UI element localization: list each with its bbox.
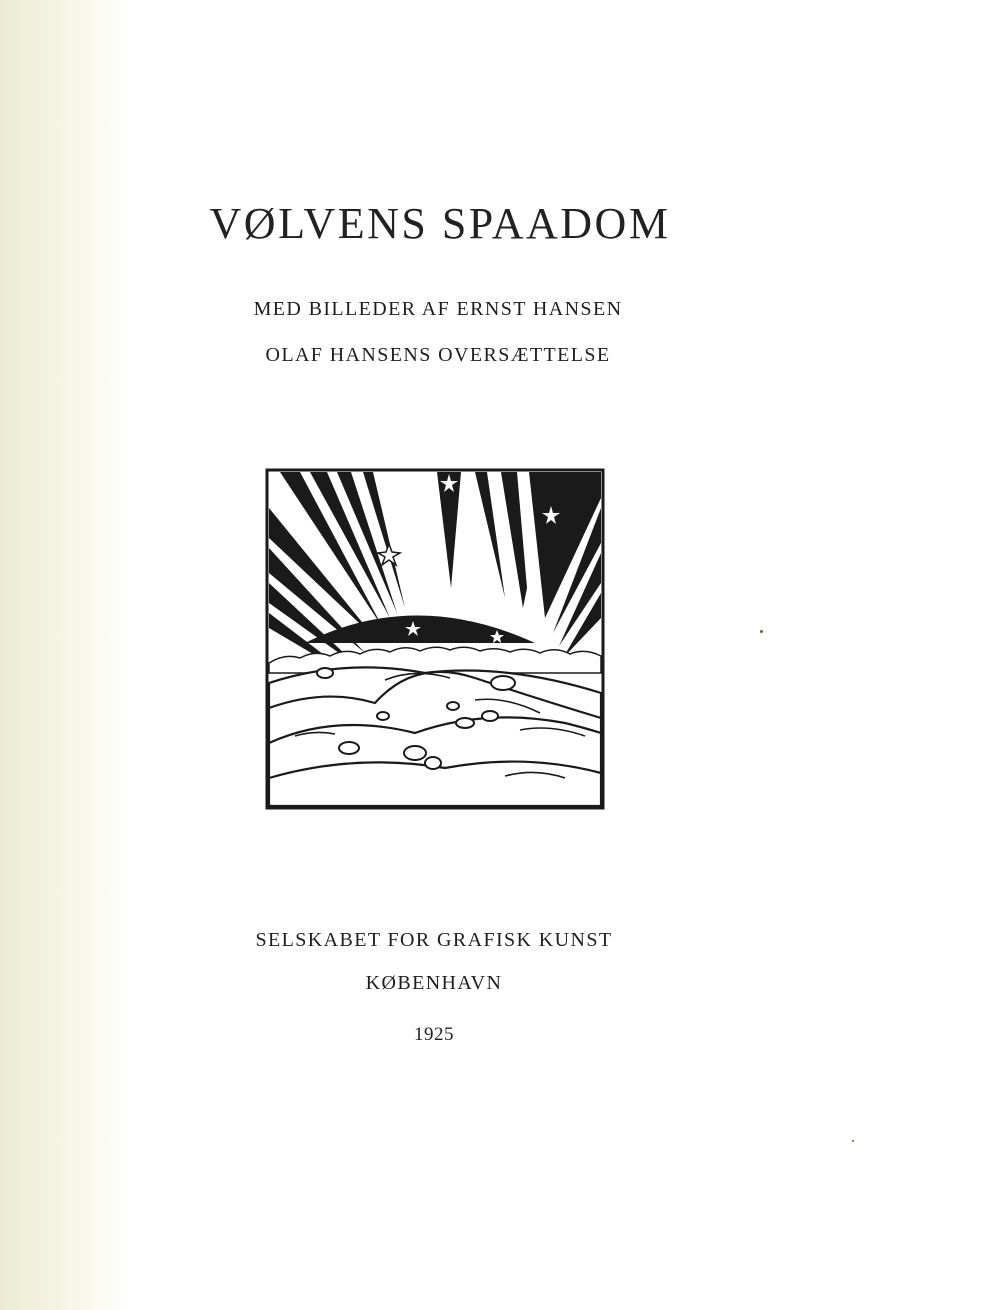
publisher-name: SELSKABET FOR GRAFISK KUNST xyxy=(255,929,613,951)
paper-speck xyxy=(760,630,763,633)
translator-line: OLAF HANSENS OVERSÆTTELSE xyxy=(265,344,611,366)
book-title: VØLVENS SPAADOM xyxy=(209,199,671,248)
publisher-city: KØBENHAVN xyxy=(365,972,503,994)
page-edge-shade xyxy=(0,0,130,1310)
woodcut-landscape-icon xyxy=(265,468,605,810)
illustrator-line: MED BILLEDER AF ERNST HANSEN xyxy=(253,298,623,320)
paper-speck xyxy=(852,1140,854,1142)
publication-year: 1925 xyxy=(414,1024,454,1045)
